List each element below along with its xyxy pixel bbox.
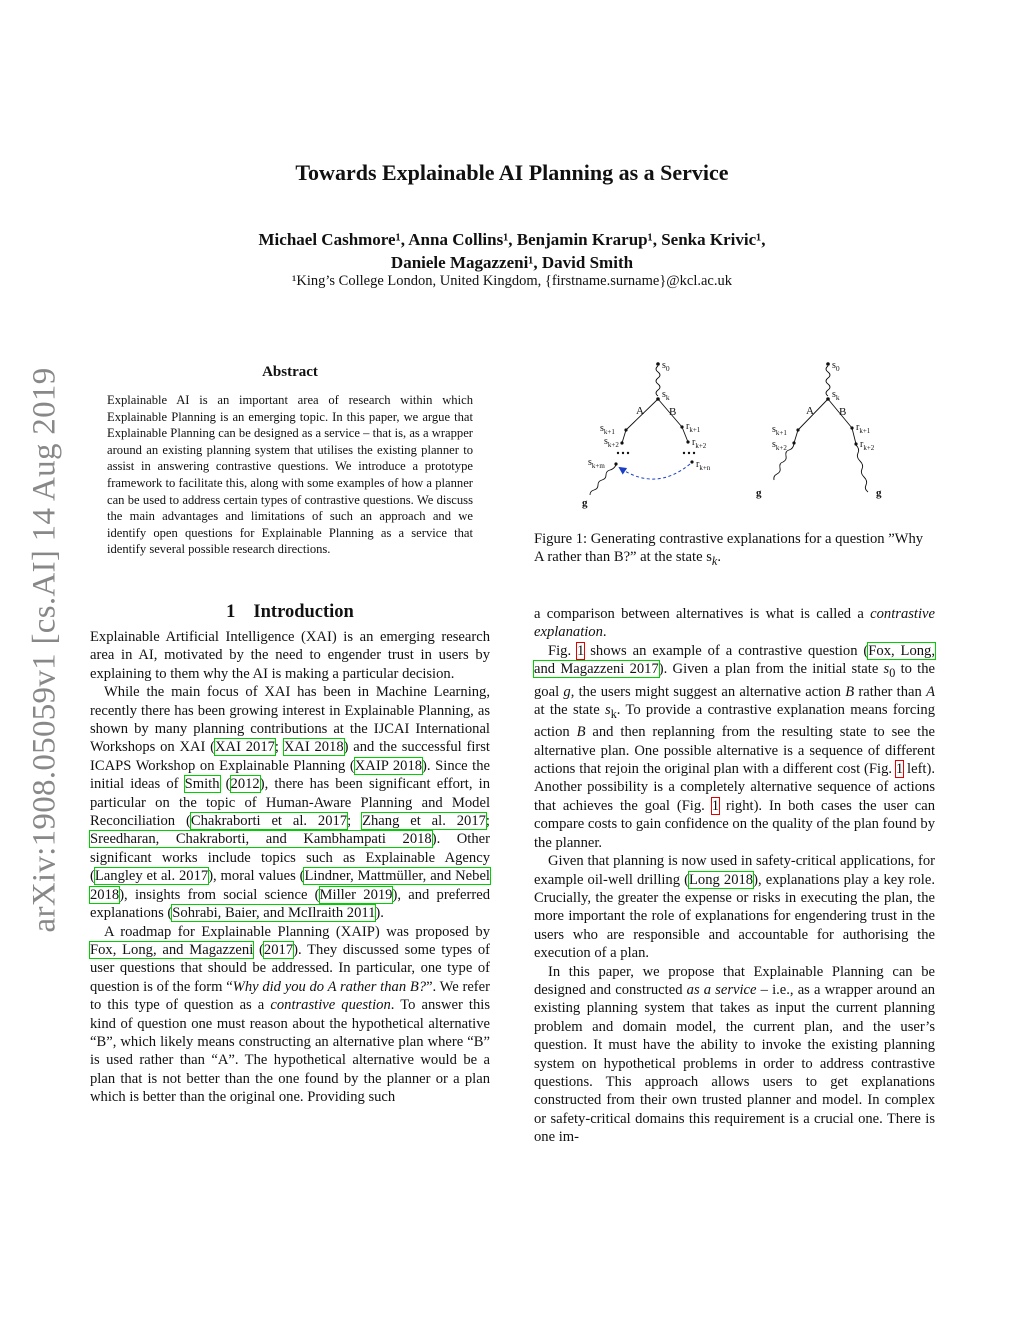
figure-ref-link[interactable]: 1 [895,761,904,778]
svg-text:rk+2: $r_{k+2}$ [860,439,875,452]
citation-link[interactable]: Sohrabi, Baier, and McIlraith 2011 [172,905,376,922]
svg-text:B: B [669,406,677,418]
svg-text:g: g [876,487,882,499]
figure-left-diagram [582,360,711,509]
paper-title: Towards Explainable AI Planning as a Service [295,160,729,185]
svg-text:sk+1: $s_{k+1}$ [600,423,615,436]
figure-right-diagram [756,360,882,499]
citation-link[interactable]: Lindner, Mattmüller, and Nebel 2018 [90,868,490,903]
svg-text:rk+1: $r_{k+1}$ [856,422,871,435]
svg-text:s0: $s_0$ [832,360,840,373]
right-column [534,605,935,1147]
figure-ref-link[interactable]: 1 [711,797,720,814]
intro-paragraph-3: A roadmap for Explainable Planning (XAIP) was proposed by Fox, Long, and Magazzeni (2017). They discussed some types of user questions that should be addressed. In particular, one type of question is of the form “Why did you do A rather than B?”. We refer to this type of question as a contrastive question. To answer this kind of question one must reason about the hypothetical alternative “B”, which likely means constructing an alternative plan where “B” is used rather than “A”. The hypothetical alternative would be a plan that is not better than the one found by the planner or a plan which is better than the original one. Providing such [90,923,491,1106]
svg-text:sk+2: $s_{k+2}$ [604,436,619,449]
svg-text:g: g [582,497,588,509]
section-number: 1 [226,602,236,622]
citation-link[interactable]: Long 2018 [689,871,754,888]
citation-link[interactable]: Fox, Long, and Magazzeni 2017 [534,642,936,678]
citation-link[interactable]: Sreedharan, Chakraborti, and Kambhampati 2018 [90,831,432,848]
right-paragraph-3: Given that planning is now used in safety-critical applications, for example oil-well drilling (Long 2018), explanations play a key role. Crucially, the greater the expense or risks in executing the plan, the more important the role of explanations for engendering trust in the users who are responsible and accountable for authorising the execution of a plan. [534,853,935,962]
citation-link[interactable]: 2012 [230,776,260,793]
citation-link[interactable]: Langley et al. 2017 [94,868,209,885]
left-column [90,628,490,1107]
right-paragraph-4: In this paper, we propose that Explainable Planning can be designed and constructed as a service – i.e., as a wrapper around an existing planning system that takes as input the current planning problem and domain model, the current plan, and the user’s question. It must have the ability to invoke the existing planning system on hypothetical problems in order to address contrastive questions. This approach allows users to get explanations constructed from their own trusted planner and model. In complex or safety-critical domains this requirement is a crucial one. There is one im- [534,963,935,1146]
citation-link[interactable]: Zhang et al. 2017 [362,813,486,830]
right-paragraph-1: a comparison between alternatives is what is called a contrastive explanation. [534,606,935,641]
citation-link[interactable]: XAIP 2018 [354,757,423,774]
section-heading [90,602,490,623]
svg-text:sk+1: $s_{k+1}$ [772,424,787,437]
svg-text:A: A [636,405,644,417]
citation-link[interactable]: XAI 2018 [283,739,344,756]
svg-text:rk+n: $r_{k+n}$ [696,459,711,472]
citation-link[interactable]: XAI 2017 [215,739,275,756]
figure-1-diagram [580,352,910,512]
intro-paragraph-1: Explainable Artificial Intelligence (XAI) is an emerging research area in AI, motivated by the need to engender trust in users by explaining to them why the AI is making a particular decision. [90,629,490,682]
svg-text:rk+1: $r_{k+1}$ [686,421,701,434]
svg-text:B: B [839,406,847,418]
citation-link[interactable]: 2017 [263,941,294,958]
figure-caption: Figure 1: Generating contrastive explanations for a question ”Why A rather than B?” at the state $s_k$. [534,531,924,569]
figure-ref-link[interactable]: 1 [577,642,585,659]
section-title: Introduction [253,602,354,622]
affiliation: ¹King’s College London, United Kingdom, {firstname.surname}@kcl.ac.uk [292,273,732,289]
svg-text:sk: $s_k$ [832,389,840,402]
svg-text:sk+2: $s_{k+2}$ [772,439,787,452]
svg-text:s0: $s_0$ [662,360,670,373]
svg-text:rk+2: $r_{k+2}$ [692,437,707,450]
intro-paragraph-2: While the main focus of XAI has been in Machine Learning, recently there has been growing interest in Explainable Planning, as shown by many planning contributions at the IJCAI International Workshops on XAI (XAI 2017; XAI 2018) and the successful first ICAPS Workshop on Explainable Planning (XAIP 2018). Since the initial ideas of Smith (2012), there has been significant effort, in particular on the topic of Human-Aware Planning and Model Reconciliation (Chakraborti et al. 2017; Zhang et al. 2017; Sreedharan, Chakraborti, and Kambhampati 2018). Other significant works include topics such as Explainable Agency (Langley et al. 2017), moral values (Lindner, Mattmüller, and Nebel 2018), insights from social science (Miller 2019), and preferred explanations (Sohrabi, Baier, and McIlraith 2011). [90,684,491,922]
abstract-heading: Abstract [262,364,318,380]
abstract-text: Explainable AI is an important area of research within which Explainable Planning is an emerging topic. In this paper, we argue that Explainable Planning can be designed as a service – that is, as a wrapper around an existing planning system that utilises the existing planner to assist in answering contrastive questions. We introduce a prototype framework to facilitate this, along with some examples of how a planner can be used to address certain types of contrastive questions. We discuss the main advantages and limitations of such an approach and we identify open questions for Explainable Planning as a service that identify several possible research directions. [107,393,473,557]
authors-line-1: Michael Cashmore¹, Anna Collins¹, Benjamin Krarup¹, Senka Krivic¹, [258,230,766,249]
svg-text:sk+m: $s_{k+m}$ [588,457,605,470]
citation-link[interactable]: Miller 2019 [319,886,393,903]
author-list [0,228,1024,274]
svg-text:sk: $s_k$ [662,389,670,402]
right-paragraph-2: Fig. 1 shows an example of a contrastive question (Fox, Long, and Magazzeni 2017). Given a plan from the initial state $s_0$ to the goal g, the users might suggest an alternative action B rather than A at the state $s_k$. To provide a contrastive explanation means forcing action B and then replanning from the resulting state to see the alternative plan. One possible alternative is a sequence of different actions that rejoin the original plan with a different cost (Fig. 1 left). Another possibility is a completely alternative sequence of actions that achieves the goal (Fig. 1 right). In both cases the user can compare costs to gain confidence on the quality of the plan found by the planner. [534,642,936,851]
svg-text:g: g [756,487,762,499]
citation-link[interactable]: Smith [184,776,220,793]
authors-line-2: Daniele Magazzeni¹, David Smith [390,253,634,272]
citation-link[interactable]: Chakraborti et al. 2017 [190,813,348,830]
svg-text:A: A [806,405,814,417]
arxiv-identifier: arXiv:1908.05059v1 [cs.AI] 14 Aug 2019 [26,367,63,933]
citation-link[interactable]: Fox, Long, and Magazzeni [90,941,254,958]
arxiv-sidebar [28,355,62,945]
